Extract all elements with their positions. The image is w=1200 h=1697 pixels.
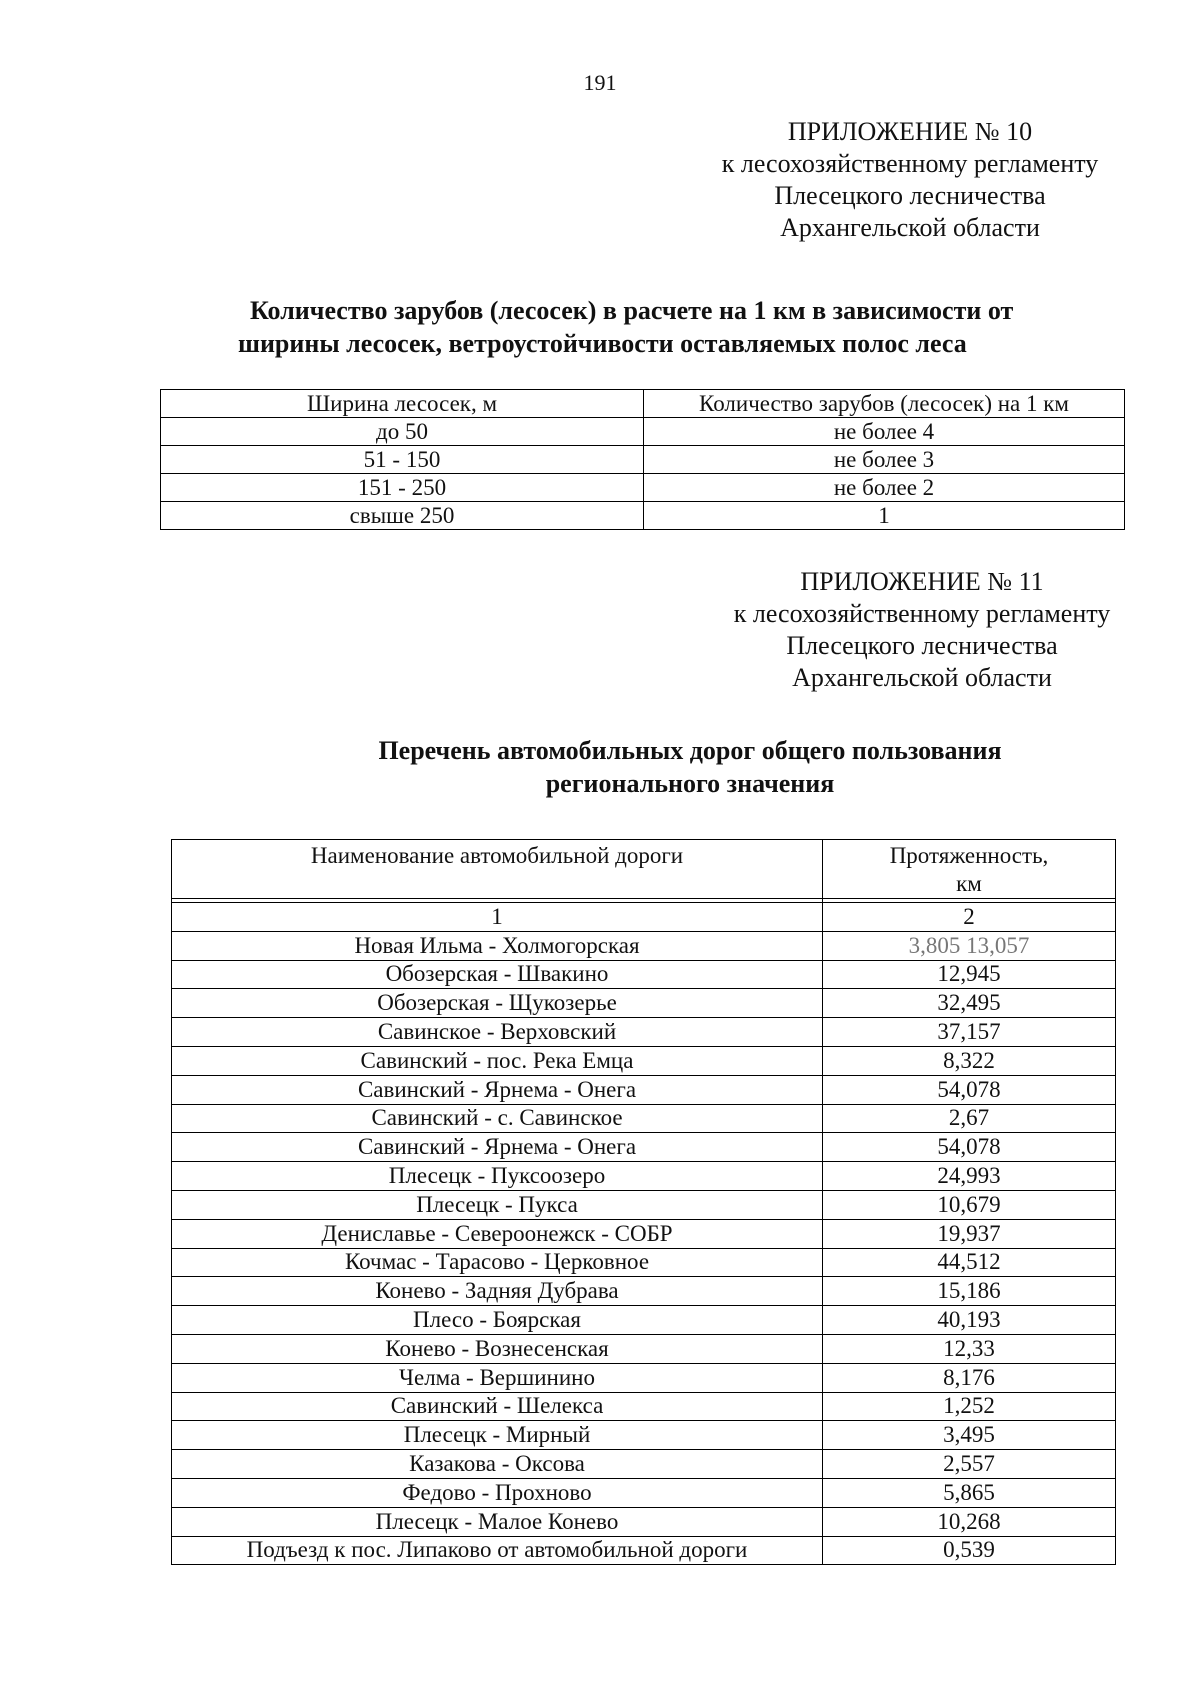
table-row: [172, 1450, 1116, 1479]
road-name-cell: Челма - Вершинино: [172, 1363, 823, 1392]
table-row: [172, 960, 1116, 989]
road-length-cell: 3,805 13,057: [823, 931, 1116, 960]
appendix-subtitle-line: к лесохозяйственному регламенту: [721, 149, 1099, 178]
header-length-unit: км: [956, 871, 982, 896]
road-name-cell: Савинский - Ярнема - Онега: [172, 1075, 823, 1104]
road-length-cell: 2,67: [823, 1104, 1116, 1133]
road-name-cell: Савинский - Ярнема - Онега: [172, 1133, 823, 1162]
header-cell: Ширина лесосек, м: [161, 390, 644, 418]
table-row: [172, 1421, 1116, 1450]
table-row: [172, 1046, 1116, 1075]
table-row: [172, 989, 1116, 1018]
count-cell: не более 2: [644, 474, 1125, 502]
road-name-cell: Конево - Задняя Дубрава: [172, 1277, 823, 1306]
width-cell: до 50: [161, 418, 644, 446]
count-cell: 1: [644, 502, 1125, 530]
table-row: [172, 1190, 1116, 1219]
table-row: [172, 1018, 1116, 1047]
table-row: [161, 474, 1125, 502]
appendix-subtitle-line: Архангельской области: [780, 213, 1040, 242]
table-row: [172, 1075, 1116, 1104]
table-row: [161, 446, 1125, 474]
table-row: [172, 1162, 1116, 1191]
table-row: [172, 1478, 1116, 1507]
road-name-cell: Плесо - Боярская: [172, 1306, 823, 1335]
road-name-cell: Кочмас - Тарасово - Церковное: [172, 1248, 823, 1277]
section-2-heading: [250, 734, 1130, 800]
road-name-cell: Дениславье - Североонежск - СОБР: [172, 1219, 823, 1248]
road-name-cell: Федово - Прохново: [172, 1478, 823, 1507]
header-cell-length: [823, 840, 1116, 899]
road-length-cell: 2,557: [823, 1450, 1116, 1479]
header-cell: Количество зарубов (лесосек) на 1 км: [644, 390, 1125, 418]
road-length-cell: 0,539: [823, 1536, 1116, 1565]
heading-line: Количество зарубов (лесосек) в расчете на 1 км в зависимости от: [250, 296, 1014, 325]
table-row: [172, 1277, 1116, 1306]
road-length-cell: 32,495: [823, 989, 1116, 1018]
appendix-title: ПРИЛОЖЕНИЕ № 11: [800, 567, 1044, 596]
table-header-row: [172, 840, 1116, 899]
table-row: [172, 931, 1116, 960]
road-name-cell: Савинский - Шелекса: [172, 1392, 823, 1421]
appendix-subtitle-line: Плесецкого лесничества: [774, 181, 1046, 210]
appendix-11-header: [672, 566, 1172, 694]
road-name-cell: Савинское - Верховский: [172, 1018, 823, 1047]
table-row: [172, 1507, 1116, 1536]
header-length-line: Протяженность,: [889, 843, 1049, 868]
road-length-cell: 12,33: [823, 1334, 1116, 1363]
page-number: 191: [583, 70, 617, 95]
road-length-cell: 40,193: [823, 1306, 1116, 1335]
column-number-cell: 2: [823, 903, 1116, 932]
road-name-cell: Новая Ильма - Холмогорская: [172, 931, 823, 960]
road-name-cell: Обозерская - Щукозерье: [172, 989, 823, 1018]
width-cell: свыше 250: [161, 502, 644, 530]
table-row: [161, 418, 1125, 446]
road-length-cell: 8,322: [823, 1046, 1116, 1075]
width-cell: 151 - 250: [161, 474, 644, 502]
table-header-row: [161, 390, 1125, 418]
road-name-cell: Подъезд к пос. Липаково от автомобильной дороги: [172, 1536, 823, 1565]
table-row: [172, 1133, 1116, 1162]
count-cell: не более 3: [644, 446, 1125, 474]
road-name-cell: Плесецк - Пукса: [172, 1190, 823, 1219]
road-length-cell: 37,157: [823, 1018, 1116, 1047]
table-row: [172, 1104, 1116, 1133]
road-name-cell: Плесецк - Малое Конево: [172, 1507, 823, 1536]
appendix-subtitle-line: Плесецкого лесничества: [786, 631, 1058, 660]
road-name-cell: Савинский - пос. Река Емца: [172, 1046, 823, 1075]
heading-line: ширины лесосек, ветроустойчивости оставляемых полос леса: [238, 329, 967, 358]
appendix-10-header: [660, 116, 1160, 244]
road-length-cell: 5,865: [823, 1478, 1116, 1507]
column-number-cell: 1: [172, 903, 823, 932]
road-length-cell: 54,078: [823, 1075, 1116, 1104]
road-name-cell: Конево - Вознесенская: [172, 1334, 823, 1363]
width-cell: 51 - 150: [161, 446, 644, 474]
appendix-subtitle-line: Архангельской области: [792, 663, 1052, 692]
road-length-cell: 44,512: [823, 1248, 1116, 1277]
road-length-cell: 8,176: [823, 1363, 1116, 1392]
road-name-cell: Обозерская - Швакино: [172, 960, 823, 989]
cuts-per-km-table: [160, 389, 1125, 530]
road-length-cell: 24,993: [823, 1162, 1116, 1191]
table-row: [172, 1219, 1116, 1248]
road-length-cell: 19,937: [823, 1219, 1116, 1248]
road-length-cell: 54,078: [823, 1133, 1116, 1162]
appendix-title: ПРИЛОЖЕНИЕ № 10: [787, 117, 1033, 146]
table-row: [172, 1392, 1116, 1421]
road-length-cell: 15,186: [823, 1277, 1116, 1306]
road-length-cell: 10,268: [823, 1507, 1116, 1536]
road-length-cell: 10,679: [823, 1190, 1116, 1219]
road-length-cell: 12,945: [823, 960, 1116, 989]
road-name-cell: Савинский - с. Савинское: [172, 1104, 823, 1133]
road-name-cell: Плесецк - Мирный: [172, 1421, 823, 1450]
table-row: [161, 502, 1125, 530]
table-row: [172, 1363, 1116, 1392]
table-row: [172, 1248, 1116, 1277]
appendix-subtitle-line: к лесохозяйственному регламенту: [733, 599, 1111, 628]
header-cell-road-name: Наименование автомобильной дороги: [172, 840, 823, 899]
heading-line: регионального значения: [545, 769, 835, 798]
road-name-cell: Плесецк - Пуксоозеро: [172, 1162, 823, 1191]
roads-table: [171, 839, 1116, 1565]
road-length-cell: 1,252: [823, 1392, 1116, 1421]
section-1-heading: [238, 294, 1130, 360]
column-numbering-row: [172, 903, 1116, 932]
count-cell: не более 4: [644, 418, 1125, 446]
heading-line: Перечень автомобильных дорог общего пользования: [378, 736, 1002, 765]
table-row: [172, 1306, 1116, 1335]
table-row: [172, 1536, 1116, 1565]
road-length-cell: 3,495: [823, 1421, 1116, 1450]
table-row: [172, 1334, 1116, 1363]
road-name-cell: Казакова - Оксова: [172, 1450, 823, 1479]
